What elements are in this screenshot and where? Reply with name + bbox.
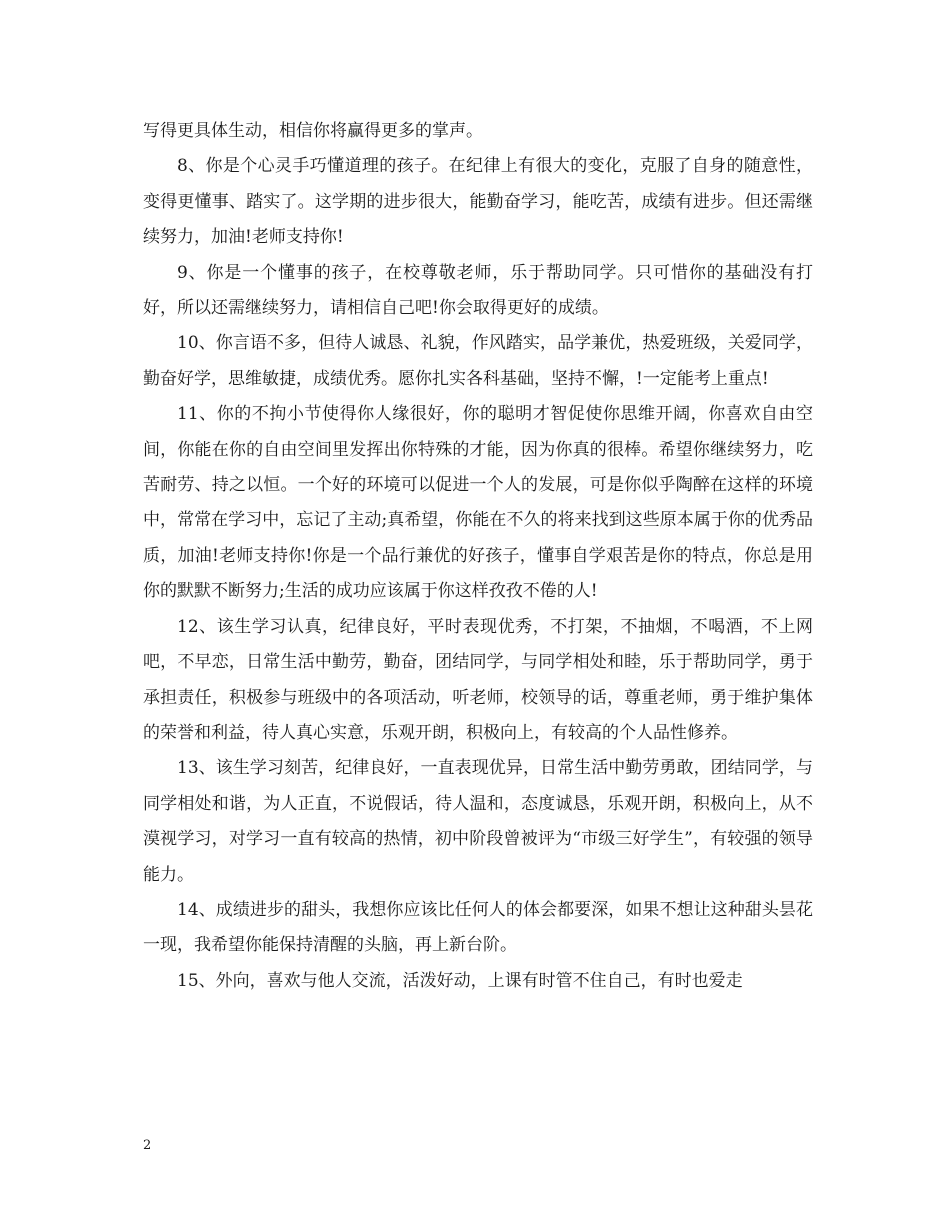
document-body bbox=[143, 114, 813, 999]
paragraph-item-13: 13、该生学习刻苦，纪律良好，一直表现优异，日常生活中勤劳勇敢，团结同学，与同学相处和谐，为人正直，不说假话，待人温和，态度诚恳，乐观开朗，积极向上，从不漠视学习，对学习一直有较高的热情，初中阶段曾被评为“市级三好学生”，有较强的领导能力。 bbox=[143, 758, 813, 885]
paragraph-item-11: 11、你的不拘小节使得你人缘很好，你的聪明才智促使你思维开阔，你喜欢自由空间，你能在你的自由空间里发挥出你特殊的才能，因为你真的很棒。希望你继续努力，吃苦耐劳、持之以恒。一个好的环境可以促进一个人的发展，可是你似乎陶醉在这样的环境中，常常在学习中，忘记了主动;真希望，你能在不久的将来找到这些原本属于你的优秀品质，加油!老师支持你!你是一个品行兼优的好孩子，懂事自学艰苦是你的特点，你总是用你的默默不断努力;生活的成功应该属于你这样孜孜不倦的人! bbox=[143, 404, 813, 602]
paragraph-item-10: 10、你言语不多，但待人诚恳、礼貌，作风踏实，品学兼优，热爱班级，关爱同学，勤奋好学，思维敏捷，成绩优秀。愿你扎实各科基础，坚持不懈，!一定能考上重点! bbox=[143, 333, 813, 389]
paragraph-continuation: 写得更具体生动，相信你将赢得更多的掌声。 bbox=[143, 121, 483, 141]
paragraph-item-14: 14、成绩进步的甜头，我想你应该比任何人的体会都要深，如果不想让这种甜头昙花一现，我希望你能保持清醒的头脑，再上新台阶。 bbox=[143, 899, 813, 956]
paragraph-item-12: 12、该生学习认真，纪律良好，平时表现优秀，不打架，不抽烟，不喝酒，不上网吧，不早恋，日常生活中勤劳，勤奋，团结同学，与同学相处和睦，乐于帮助同学，勇于承担责任，积极参与班级中的各项活动，听老师，校领导的话，尊重老师，勇于维护集体的荣誉和利益，待人真心实意，乐观开朗，积极向上，有较高的个人品性修养。 bbox=[143, 616, 813, 743]
paragraph-item-8: 8、你是个心灵手巧懂道理的孩子。在纪律上有很大的变化，克服了自身的随意性，变得更懂事、踏实了。这学期的进步很大，能勤奋学习，能吃苦，成绩有进步。但还需继续努力，加油!老师支持你! bbox=[143, 156, 813, 248]
page-number: 2 bbox=[143, 1138, 152, 1153]
paragraph-item-9: 9、你是一个懂事的孩子，在校尊敬老师，乐于帮助同学。只可惜你的基础没有打好，所以还需继续努力，请相信自己吧!你会取得更好的成绩。 bbox=[143, 262, 813, 319]
paragraph-item-15: 15、外向，喜欢与他人交流，活泼好动，上课有时管不住自己，有时也爱走 bbox=[177, 970, 743, 991]
